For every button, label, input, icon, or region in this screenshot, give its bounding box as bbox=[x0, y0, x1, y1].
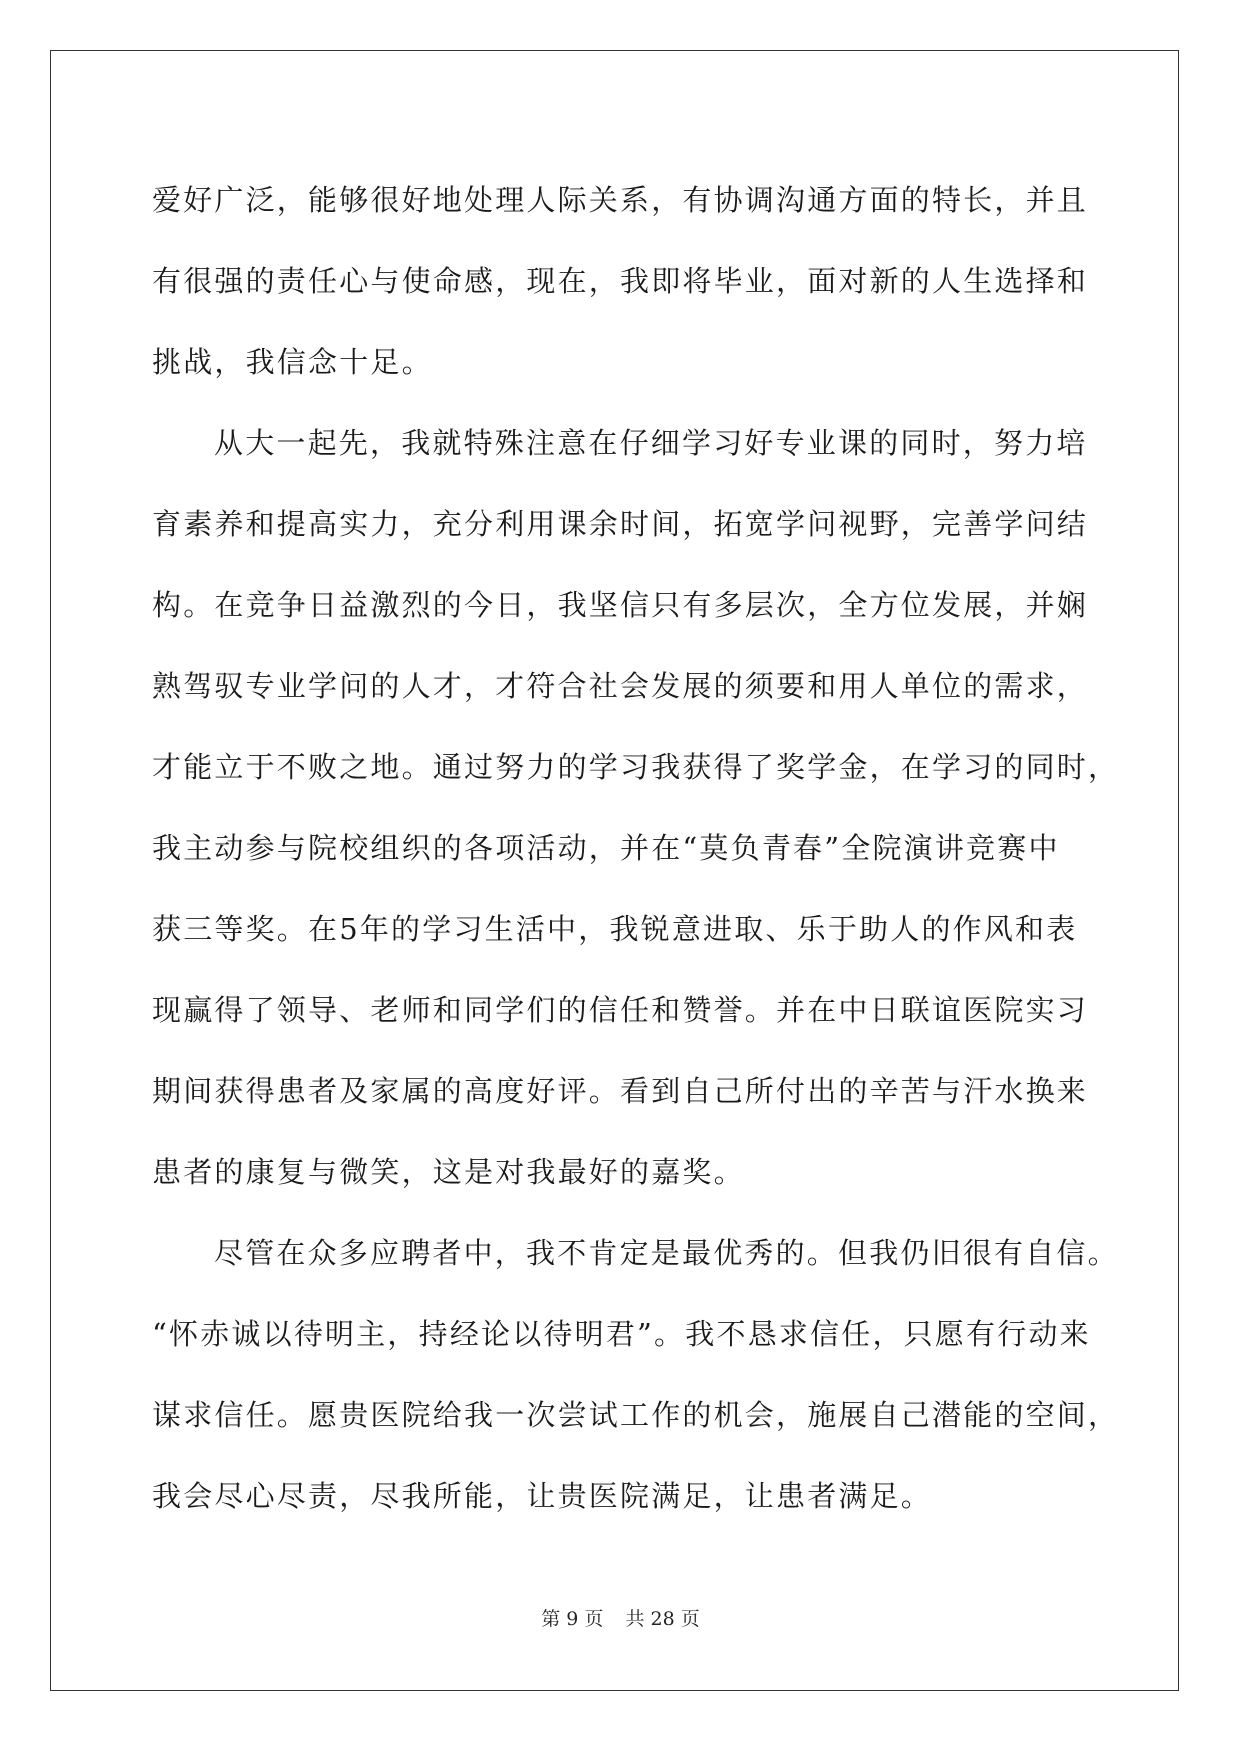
text-line: 谋求信任。愿贵医院给我一次尝试工作的机会，施展自己潜能的空间， bbox=[152, 1398, 1120, 1432]
text-line: 我主动参与院校组织的各项活动，并在“莫负青春”全院演讲竞赛中 bbox=[152, 831, 1060, 865]
text-line: 期间获得患者及家属的高度好评。看到自己所付出的辛苦与汗水换来 bbox=[152, 1074, 1089, 1108]
page-footer bbox=[0, 1604, 1241, 1631]
paragraph-first-line: 从大一起先，我就特殊注意在仔细学习好专业课的同时，努力培 bbox=[214, 426, 1088, 460]
text-line: 我会尽心尽责，尽我所能，让贵医院满足，让患者满足。 bbox=[152, 1479, 933, 1513]
text-line: 熟驾驭专业学问的人才，才符合社会发展的须要和用人单位的需求， bbox=[152, 669, 1089, 703]
text-line: 获三等奖。在5年的学习生活中，我锐意进取、乐于助人的作风和表 bbox=[152, 912, 1078, 946]
text-line: 有很强的责任心与使命感，现在，我即将毕业，面对新的人生选择和 bbox=[152, 264, 1089, 298]
paragraph-first-line: 尽管在众多应聘者中，我不肯定是最优秀的。但我仍旧很有自信。 bbox=[214, 1236, 1119, 1270]
text-line: 构。在竞争日益激烈的今日，我坚信只有多层次，全方位发展，并娴 bbox=[152, 588, 1089, 622]
page-number: 第 9 页 bbox=[541, 1608, 604, 1630]
page-total: 共 28 页 bbox=[625, 1608, 700, 1630]
text-line: 挑战，我信念十足。 bbox=[152, 345, 433, 379]
text-line: 现赢得了领导、老师和同学们的信任和赞誉。并在中日联谊医院实习 bbox=[152, 993, 1089, 1027]
text-line: 患者的康复与微笑，这是对我最好的嘉奖。 bbox=[152, 1155, 745, 1189]
text-line: “怀赤诚以待明主，持经论以待明君”。我不恳求信任，只愿有行动来 bbox=[152, 1317, 1091, 1351]
document-body bbox=[152, 160, 1120, 1537]
text-line: 才能立于不败之地。通过努力的学习我获得了奖学金，在学习的同时， bbox=[152, 750, 1120, 784]
text-line: 育素养和提高实力，充分利用课余时间，拓宽学问视野，完善学问结 bbox=[152, 507, 1089, 541]
text-line: 爱好广泛，能够很好地处理人际关系，有协调沟通方面的特长，并且 bbox=[152, 183, 1089, 217]
